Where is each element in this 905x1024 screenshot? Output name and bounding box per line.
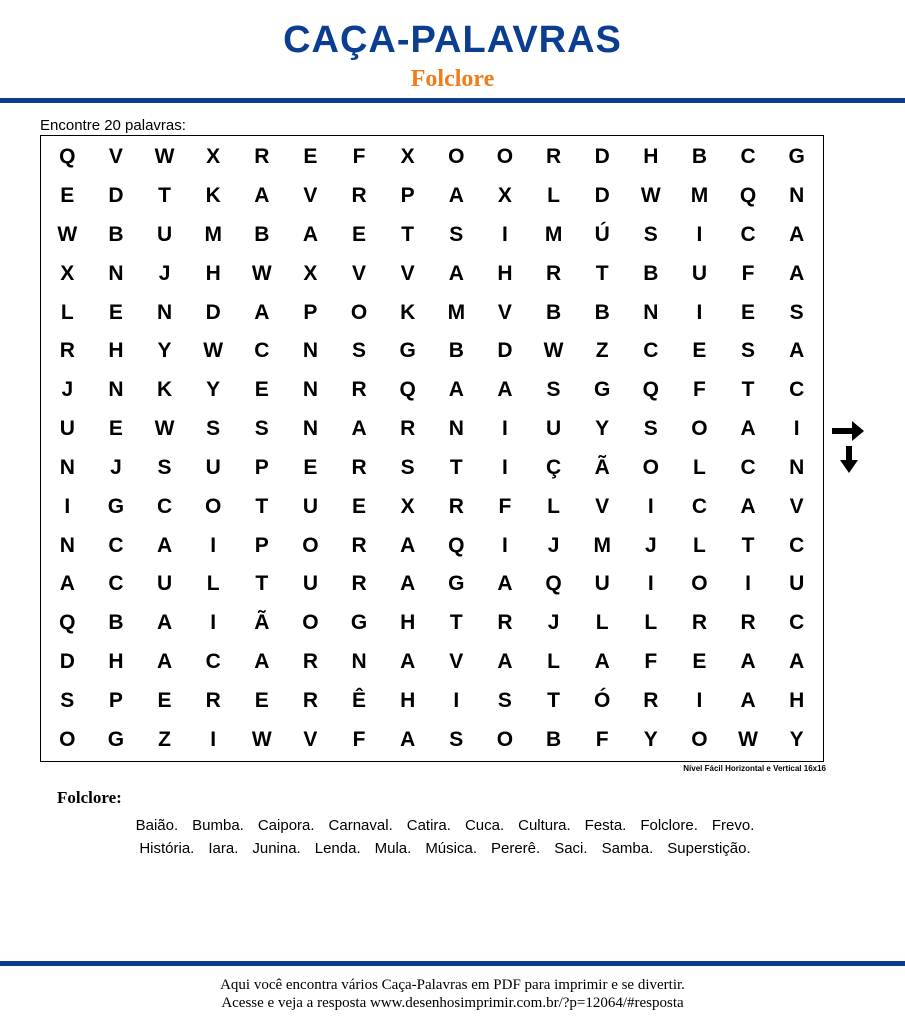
grid-letter[interactable]: I	[745, 572, 751, 596]
grid-letter[interactable]: O	[691, 727, 708, 751]
grid-letter[interactable]: W	[543, 339, 564, 363]
grid-letter[interactable]: C	[789, 378, 805, 402]
grid-letter[interactable]: P	[254, 533, 269, 557]
grid-letter[interactable]: L	[547, 494, 560, 518]
grid-letter[interactable]: U	[545, 417, 562, 441]
grid-letter[interactable]: E	[692, 649, 707, 673]
grid-letter[interactable]: W	[203, 339, 224, 363]
word-item: Bumba.	[192, 817, 244, 834]
grid-letter[interactable]: H	[789, 688, 805, 712]
grid-letter[interactable]: E	[692, 339, 707, 363]
grid-letter[interactable]: I	[210, 727, 217, 751]
grid-letter[interactable]: C	[205, 649, 221, 673]
grid-letter[interactable]: T	[255, 572, 269, 596]
grid-letter[interactable]: A	[400, 572, 416, 596]
arrow-down-icon	[832, 445, 868, 475]
grid-letter[interactable]: C	[789, 533, 805, 557]
grid-letter[interactable]: A	[156, 611, 173, 635]
grid-letter[interactable]: A	[351, 417, 367, 441]
grid-letter[interactable]: A	[448, 184, 464, 208]
grid-letter[interactable]: C	[740, 145, 756, 169]
grid-letter[interactable]: I	[502, 223, 508, 247]
grid-letter[interactable]: O	[302, 611, 319, 635]
grid-letter[interactable]: R	[740, 611, 756, 635]
grid-letter[interactable]: C	[789, 611, 805, 635]
grid-letter[interactable]: I	[696, 300, 703, 324]
grid-letter[interactable]: J	[61, 378, 74, 402]
grid-letter[interactable]: E	[352, 223, 367, 247]
grid-letter[interactable]: E	[254, 378, 269, 402]
grid-letter[interactable]: N	[108, 261, 124, 285]
grid-letter[interactable]: A	[448, 378, 464, 402]
grid-letter[interactable]: C	[156, 494, 173, 518]
grid-letter[interactable]: B	[643, 261, 659, 285]
grid-letter[interactable]: X	[497, 184, 512, 208]
grid-letter[interactable]: A	[789, 261, 805, 285]
grid-letter[interactable]: D	[594, 184, 610, 208]
grid-letter[interactable]: A	[497, 378, 513, 402]
grid-letter[interactable]: N	[643, 300, 659, 324]
grid-letter[interactable]: S	[254, 417, 269, 441]
grid-letter[interactable]: B	[254, 223, 270, 247]
grid-letter[interactable]: O	[496, 145, 514, 169]
grid-letter[interactable]: P	[108, 688, 123, 712]
grid-letter[interactable]: B	[691, 145, 708, 169]
grid-letter[interactable]: H	[205, 261, 221, 285]
grid-letter[interactable]: V	[352, 261, 367, 285]
grid-letter[interactable]: E	[254, 688, 269, 712]
grid-letter[interactable]: R	[497, 611, 513, 635]
grid-letter[interactable]: D	[205, 300, 221, 324]
grid-letter[interactable]: R	[302, 649, 319, 673]
grid-letter[interactable]: H	[643, 145, 659, 169]
grid-letter[interactable]: Ê	[352, 688, 367, 712]
grid-letter[interactable]: A	[789, 223, 805, 247]
grid-letter[interactable]: B	[448, 339, 464, 363]
grid-letter[interactable]: T	[547, 688, 560, 712]
grid-letter[interactable]: V	[303, 184, 318, 208]
word-list-line-1	[40, 817, 850, 834]
word-search-grid	[40, 135, 824, 762]
top-divider	[0, 98, 905, 103]
grid-letter[interactable]: G	[448, 572, 465, 596]
grid-letter[interactable]: L	[547, 649, 560, 673]
grid-letter[interactable]: A	[400, 727, 416, 751]
grid-letter[interactable]: P	[303, 300, 318, 324]
grid-letter[interactable]: S	[449, 223, 464, 247]
word-list-line-2	[40, 840, 850, 857]
grid-letter[interactable]: U	[302, 572, 319, 596]
grid-letter[interactable]: R	[351, 533, 367, 557]
grid-letter[interactable]: I	[647, 572, 654, 596]
grid-letter[interactable]: S	[741, 339, 756, 363]
grid-letter[interactable]: N	[448, 417, 464, 441]
grid-letter[interactable]: S	[643, 417, 658, 441]
word-item: Cuca.	[464, 817, 505, 834]
grid-letter[interactable]: N	[302, 339, 319, 363]
grid-letter[interactable]: F	[498, 494, 512, 518]
grid-letter[interactable]: V	[449, 649, 464, 673]
grid-letter[interactable]: L	[547, 184, 560, 208]
grid-letter[interactable]: X	[303, 261, 318, 285]
grid-letter[interactable]: A	[789, 649, 805, 673]
grid-letter[interactable]: S	[400, 455, 415, 479]
grid-letter[interactable]: A	[740, 494, 756, 518]
grid-letter[interactable]: I	[453, 688, 460, 712]
grid-letter[interactable]: A	[740, 649, 756, 673]
grid-letter[interactable]: Y	[206, 378, 221, 402]
grid-letter[interactable]: A	[254, 649, 270, 673]
grid-letter[interactable]: F	[693, 378, 706, 402]
grid-letter[interactable]: Q	[545, 572, 562, 596]
grid-letter[interactable]: W	[640, 184, 661, 208]
grid-letter[interactable]: N	[302, 378, 319, 402]
grid-letter[interactable]: P	[254, 455, 269, 479]
word-item: Samba.	[601, 840, 654, 857]
grid-letter[interactable]: I	[210, 533, 217, 557]
grid-letter[interactable]: S	[352, 339, 367, 363]
grid-letter[interactable]: O	[691, 417, 708, 441]
grid-letter[interactable]: V	[497, 300, 512, 324]
grid-letter[interactable]: C	[108, 533, 124, 557]
grid-letter[interactable]: V	[789, 494, 804, 518]
grid-letter[interactable]: O	[350, 300, 368, 324]
grid-letter[interactable]: L	[693, 455, 706, 479]
word-item: Pererê.	[491, 840, 541, 857]
grid-letter[interactable]: U	[156, 572, 173, 596]
word-item: Catira.	[406, 817, 451, 834]
grid-letter[interactable]: V	[303, 727, 318, 751]
grid-letter[interactable]: A	[497, 649, 513, 673]
grid-letter[interactable]: B	[545, 300, 562, 324]
grid-letter[interactable]: D	[594, 145, 610, 169]
grid-letter[interactable]: X	[60, 261, 75, 285]
grid-letter[interactable]: R	[351, 378, 367, 402]
grid-letter[interactable]: I	[647, 494, 654, 518]
bottom-divider	[0, 961, 905, 966]
grid-letter[interactable]: U	[594, 572, 610, 596]
grid-letter[interactable]: X	[400, 494, 415, 518]
grid-letter[interactable]: B	[594, 300, 610, 324]
grid-letter[interactable]: R	[351, 572, 367, 596]
grid-letter[interactable]: A	[594, 649, 610, 673]
grid-letter[interactable]: F	[352, 145, 366, 169]
grid-letter[interactable]: Ó	[594, 688, 611, 712]
grid-letter[interactable]: R	[691, 611, 708, 635]
grid-letter[interactable]: H	[108, 649, 124, 673]
grid-letter[interactable]: S	[449, 727, 464, 751]
arrow-right-icon	[830, 416, 866, 446]
word-item: Frevo.	[711, 817, 755, 834]
grid-letter[interactable]: N	[59, 455, 75, 479]
grid-letter[interactable]: W	[57, 223, 78, 247]
grid-letter[interactable]: R	[545, 145, 562, 169]
grid-letter[interactable]: D	[59, 649, 75, 673]
grid-letter[interactable]: J	[158, 261, 171, 285]
grid-letter[interactable]: H	[400, 688, 416, 712]
grid-letter[interactable]: U	[789, 572, 805, 596]
grid-letter[interactable]: Y	[595, 417, 610, 441]
grid-letter[interactable]: Ç	[545, 455, 562, 479]
grid-letter[interactable]: G	[594, 378, 611, 402]
grid-letter[interactable]: R	[205, 688, 221, 712]
grid-letter[interactable]: W	[738, 727, 758, 751]
word-item: Música.	[425, 840, 477, 857]
grid-letter[interactable]: T	[401, 223, 415, 247]
grid-letter[interactable]: A	[789, 339, 805, 363]
grid-letter[interactable]: E	[352, 494, 367, 518]
grid-letter[interactable]: J	[110, 455, 122, 479]
grid-letter[interactable]: N	[156, 300, 173, 324]
grid-letter[interactable]: L	[60, 300, 74, 324]
grid-letter[interactable]: Q	[399, 378, 416, 402]
grid-letter[interactable]: R	[545, 261, 562, 285]
grid-letter[interactable]: D	[497, 339, 513, 363]
word-item: Junina.	[252, 840, 301, 857]
page-title: CAÇA-PALAVRAS	[283, 19, 622, 61]
grid-letter[interactable]: E	[108, 300, 123, 324]
grid-letter[interactable]: R	[351, 184, 367, 208]
grid-letter[interactable]: R	[448, 494, 464, 518]
word-item: Mula.	[374, 840, 412, 857]
grid-letter[interactable]: T	[449, 455, 463, 479]
difficulty-label: Nível Fácil Horizontal e Vertical 16x16	[683, 764, 826, 773]
grid-letter[interactable]: E	[741, 300, 756, 324]
grid-letter[interactable]: W	[251, 261, 272, 285]
grid-letter[interactable]: F	[352, 727, 366, 751]
grid-letter[interactable]: N	[789, 184, 805, 208]
grid-letter[interactable]: M	[544, 223, 563, 247]
grid-letter[interactable]: J	[644, 533, 657, 557]
grid-letter[interactable]: T	[595, 261, 609, 285]
grid-letter[interactable]: O	[642, 455, 659, 479]
word-item: Superstição.	[667, 840, 751, 857]
grid-letter[interactable]: O	[59, 727, 76, 751]
grid-letter[interactable]: N	[789, 455, 805, 479]
word-item: Festa.	[584, 817, 627, 834]
grid-letter[interactable]: C	[643, 339, 659, 363]
grid-letter[interactable]: J	[547, 611, 560, 635]
grid-letter[interactable]: C	[740, 223, 756, 247]
grid-letter[interactable]: E	[303, 145, 318, 169]
grid-letter[interactable]: I	[502, 417, 508, 441]
grid-letter[interactable]: R	[351, 455, 367, 479]
grid-letter[interactable]: Y	[157, 339, 172, 363]
grid-letter[interactable]: S	[157, 455, 172, 479]
grid-letter[interactable]: S	[789, 300, 804, 324]
grid-letter[interactable]: A	[254, 300, 270, 324]
grid-letter[interactable]: A	[254, 184, 270, 208]
grid-letter[interactable]: T	[741, 378, 755, 402]
grid-letter[interactable]: G	[107, 727, 125, 751]
grid-letter[interactable]: I	[502, 455, 508, 479]
grid-letter[interactable]: A	[740, 688, 756, 712]
grid-letter[interactable]: O	[496, 727, 514, 751]
grid-letter[interactable]: E	[60, 184, 75, 208]
word-list-title: Folclore:	[57, 788, 122, 807]
grid-letter[interactable]: N	[302, 417, 319, 441]
grid-letter[interactable]: O	[448, 145, 465, 169]
grid-letter[interactable]: S	[206, 417, 221, 441]
grid-letter[interactable]: W	[251, 727, 272, 751]
grid-letter[interactable]: O	[205, 494, 222, 518]
grid-letter[interactable]: A	[448, 261, 464, 285]
grid-letter[interactable]: X	[400, 145, 415, 169]
grid-letter[interactable]: V	[400, 261, 415, 285]
grid-letter[interactable]: S	[643, 223, 658, 247]
grid-letter[interactable]: Q	[642, 378, 659, 402]
grid-letter[interactable]: H	[497, 261, 513, 285]
grid-letter[interactable]: Ú	[594, 223, 610, 247]
grid-letter[interactable]: M	[204, 223, 222, 247]
grid-letter[interactable]: U	[156, 223, 173, 247]
grid-letter[interactable]: Ã	[254, 611, 270, 635]
word-item: Saci.	[554, 840, 588, 857]
grid-letter[interactable]: U	[205, 455, 221, 479]
grid-letter[interactable]: L	[644, 611, 658, 635]
grid-letter[interactable]: Q	[448, 533, 465, 557]
footer-text-2: Acesse e veja a resposta www.desenhosimprimir.com.br/?p=12064/#resposta	[221, 995, 684, 1011]
grid-letter[interactable]: W	[154, 145, 175, 169]
grid-letter[interactable]: R	[400, 417, 416, 441]
grid-letter[interactable]: Q	[59, 145, 76, 169]
grid-letter[interactable]: A	[59, 572, 75, 596]
grid-letter[interactable]: A	[156, 533, 173, 557]
grid-letter[interactable]: C	[691, 494, 708, 518]
word-item: Lenda.	[314, 840, 361, 857]
grid-letter[interactable]: U	[302, 494, 319, 518]
grid-letter[interactable]: G	[788, 145, 805, 169]
grid-letter[interactable]: D	[108, 184, 124, 208]
grid-letter[interactable]: T	[741, 533, 755, 557]
grid-letter[interactable]: I	[793, 417, 800, 441]
grid-letter[interactable]: F	[595, 727, 609, 751]
grid-letter[interactable]: C	[740, 455, 756, 479]
grid-letter[interactable]: I	[696, 688, 703, 712]
grid-letter[interactable]: S	[497, 688, 512, 712]
grid-letter[interactable]: Q	[59, 611, 76, 635]
word-item: Baião.	[135, 817, 179, 834]
grid-letter[interactable]: E	[108, 417, 123, 441]
grid-letter[interactable]: I	[696, 223, 703, 247]
grid-letter[interactable]: F	[741, 261, 755, 285]
grid-letter[interactable]: F	[644, 649, 658, 673]
page-subtitle: Folclore	[410, 66, 495, 92]
grid-letter[interactable]: C	[254, 339, 270, 363]
word-item: Caipora.	[257, 817, 315, 834]
grid-letter[interactable]: N	[108, 378, 124, 402]
grid-letter[interactable]: K	[400, 300, 416, 324]
word-item: Folclore.	[640, 817, 698, 834]
grid-letter[interactable]: R	[643, 688, 659, 712]
grid-letter[interactable]: N	[59, 533, 75, 557]
grid-letter[interactable]: S	[546, 378, 561, 402]
grid-letter[interactable]: A	[497, 572, 513, 596]
grid-letter[interactable]: L	[693, 533, 706, 557]
grid-letter[interactable]: I	[64, 494, 71, 518]
grid-letter[interactable]: A	[400, 649, 416, 673]
grid-letter[interactable]: M	[690, 184, 709, 208]
grid-letter[interactable]: T	[449, 611, 463, 635]
grid-letter[interactable]: Ã	[594, 455, 610, 479]
grid-letter[interactable]: K	[156, 378, 173, 402]
grid-letter[interactable]: H	[108, 339, 124, 363]
grid-letter[interactable]: Z	[595, 339, 609, 363]
grid-letter[interactable]: B	[108, 611, 124, 635]
grid-letter[interactable]: R	[254, 145, 270, 169]
grid-letter[interactable]: B	[545, 727, 562, 751]
grid-letter[interactable]: A	[400, 533, 416, 557]
grid-letter[interactable]: G	[350, 611, 368, 635]
grid-letter[interactable]: H	[400, 611, 416, 635]
grid-letter[interactable]: L	[595, 611, 609, 635]
grid-letter[interactable]: N	[351, 649, 367, 673]
grid-letter[interactable]: S	[60, 688, 75, 712]
grid-letter[interactable]: G	[107, 494, 125, 518]
grid-letter[interactable]: W	[154, 417, 175, 441]
grid-letter[interactable]: G	[399, 339, 416, 363]
word-item: Cultura.	[518, 817, 571, 834]
grid-letter[interactable]: M	[593, 533, 611, 557]
grid-letter[interactable]: X	[206, 145, 221, 169]
grid-letter[interactable]: O	[302, 533, 319, 557]
grid-letter[interactable]: J	[547, 533, 560, 557]
word-item: História.	[139, 840, 195, 857]
grid-letter[interactable]: Q	[739, 184, 757, 208]
grid-letter[interactable]: E	[303, 455, 318, 479]
grid-letter[interactable]: V	[595, 494, 610, 518]
instruction-text: Encontre 20 palavras:	[40, 117, 186, 134]
footer-text-1: Aqui você encontra vários Caça-Palavras em PDF para imprimir e se divertir.	[220, 977, 685, 993]
grid-letter[interactable]: A	[740, 417, 756, 441]
grid-letter[interactable]: L	[206, 572, 220, 596]
grid-letter[interactable]: M	[447, 300, 466, 324]
grid-letter[interactable]: U	[691, 261, 708, 285]
grid-letter[interactable]: T	[255, 494, 269, 518]
grid-letter[interactable]: K	[205, 184, 221, 208]
grid-letter[interactable]: T	[158, 184, 171, 208]
grid-letter[interactable]: R	[302, 688, 319, 712]
grid-letter[interactable]: O	[691, 572, 708, 596]
grid-letter[interactable]: I	[210, 611, 217, 635]
word-item: Iara.	[208, 840, 239, 857]
grid-letter[interactable]: A	[302, 223, 319, 247]
grid-letter[interactable]: I	[502, 533, 508, 557]
word-item: Carnaval.	[328, 817, 393, 834]
grid-letter[interactable]: U	[59, 417, 75, 441]
grid-letter[interactable]: V	[108, 145, 123, 169]
grid-letter[interactable]: C	[108, 572, 124, 596]
grid-letter[interactable]: A	[156, 649, 173, 673]
grid-letter[interactable]: Z	[158, 727, 171, 751]
grid-letter[interactable]: Y	[789, 727, 804, 751]
grid-letter[interactable]: E	[157, 688, 172, 712]
grid-letter[interactable]: Y	[643, 727, 658, 751]
grid-letter[interactable]: R	[59, 339, 75, 363]
grid-letter[interactable]: P	[400, 184, 415, 208]
grid-letter[interactable]: B	[108, 223, 124, 247]
